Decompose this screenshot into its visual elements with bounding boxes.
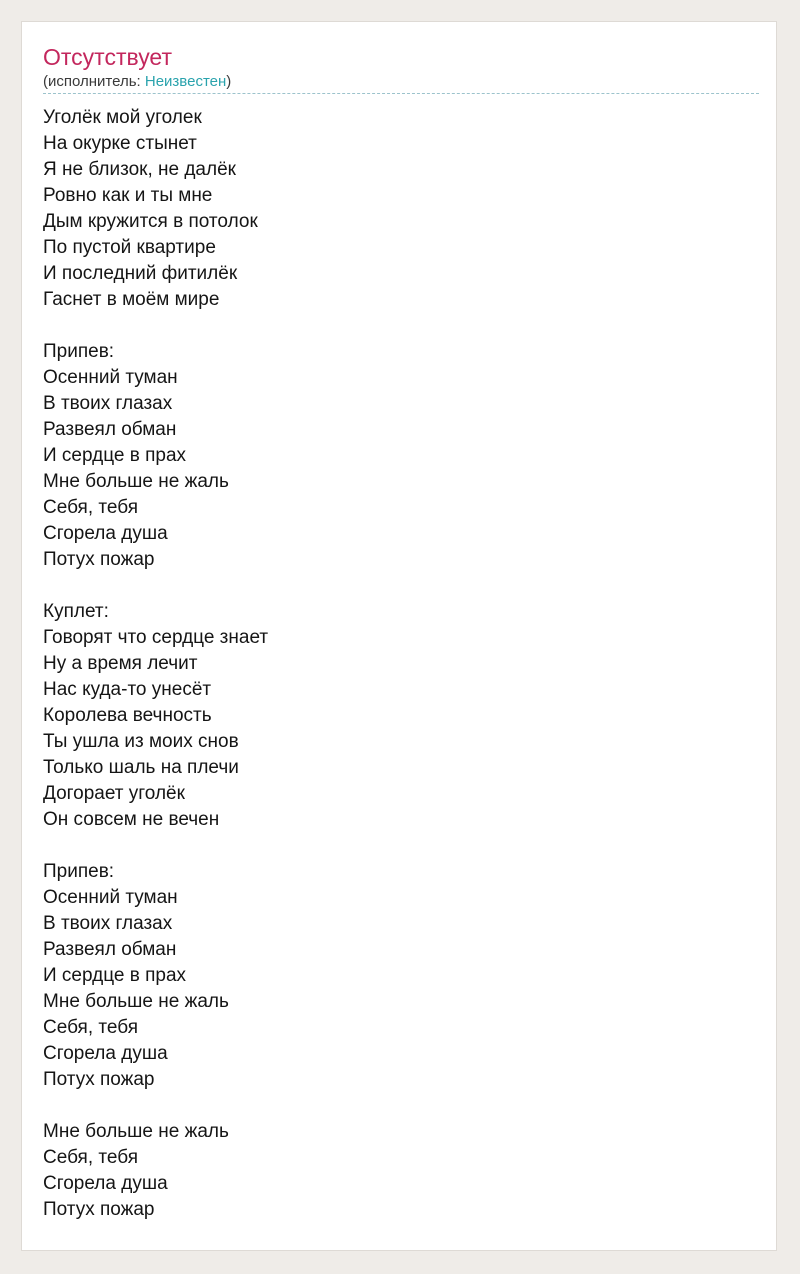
- lyrics-stanza: [43, 105, 759, 313]
- lyric-line: Говорят что сердце знает: [43, 627, 269, 648]
- lyric-line: Мне больше не жаль: [43, 1121, 229, 1142]
- lyric-line: И сердце в прах: [43, 965, 187, 986]
- lyric-line: Ну а время лечит: [43, 653, 198, 674]
- lyric-line: Только шаль на плечи: [43, 757, 239, 778]
- lyric-line: Гаснет в моём мире: [43, 289, 220, 310]
- lyric-line: Уголёк мой уголек: [43, 107, 202, 128]
- lyric-line: Королева вечность: [43, 705, 212, 726]
- lyric-line: Мне больше не жаль: [43, 471, 229, 492]
- lyrics-stanza: [43, 859, 759, 1093]
- lyric-line: Потух пожар: [43, 549, 155, 570]
- lyrics-stanza: [43, 1119, 759, 1223]
- lyrics-text: [43, 105, 759, 1223]
- lyric-line: Себя, тебя: [43, 497, 138, 518]
- lyric-line: В твоих глазах: [43, 913, 173, 934]
- stanza-gap: [43, 573, 759, 599]
- lyric-line: Нас куда-то унесёт: [43, 679, 212, 700]
- lyric-line: На окурке стынет: [43, 133, 197, 154]
- lyric-line: Потух пожар: [43, 1199, 155, 1220]
- lyric-line: Сгорела душа: [43, 1043, 168, 1064]
- lyric-line: Развеял обман: [43, 939, 177, 960]
- lyric-line: Он совсем не вечен: [43, 809, 220, 830]
- lyric-line: По пустой квартире: [43, 237, 216, 258]
- artist-suffix: ): [226, 73, 232, 90]
- stanza-gap: [43, 313, 759, 339]
- lyric-line: И последний фитилёк: [43, 263, 238, 284]
- stanza-gap: [43, 1093, 759, 1119]
- lyric-line: Куплет:: [43, 601, 109, 622]
- artist-line: [43, 72, 231, 92]
- lyric-line: Припев:: [43, 341, 115, 362]
- lyric-line: В твоих глазах: [43, 393, 173, 414]
- lyric-line: Догорает уголёк: [43, 783, 185, 804]
- title-divider: [43, 93, 759, 94]
- lyric-line: Сгорела душа: [43, 523, 168, 544]
- lyric-line: И сердце в прах: [43, 445, 187, 466]
- lyric-line: Ровно как и ты мне: [43, 185, 213, 206]
- lyric-line: Дым кружится в потолок: [43, 211, 258, 232]
- artist-prefix: (исполнитель:: [43, 73, 145, 90]
- lyric-line: Мне больше не жаль: [43, 991, 229, 1012]
- lyrics-card: [21, 21, 777, 1251]
- artist-link[interactable]: Неизвестен: [144, 73, 227, 90]
- lyric-line: Себя, тебя: [43, 1147, 138, 1168]
- lyric-line: Осенний туман: [43, 367, 178, 388]
- song-title: Отсутствует: [43, 44, 172, 70]
- lyric-line: Развеял обман: [43, 419, 177, 440]
- lyric-line: Сгорела душа: [43, 1173, 168, 1194]
- lyrics-stanza: [43, 339, 759, 573]
- lyric-line: Осенний туман: [43, 887, 178, 908]
- lyric-line: Потух пожар: [43, 1069, 155, 1090]
- lyric-line: Себя, тебя: [43, 1017, 138, 1038]
- lyric-line: Ты ушла из моих снов: [43, 731, 239, 752]
- lyrics-stanza: [43, 599, 759, 833]
- stanza-gap: [43, 833, 759, 859]
- lyric-line: Я не близок, не далёк: [43, 159, 236, 180]
- lyric-line: Припев:: [43, 861, 115, 882]
